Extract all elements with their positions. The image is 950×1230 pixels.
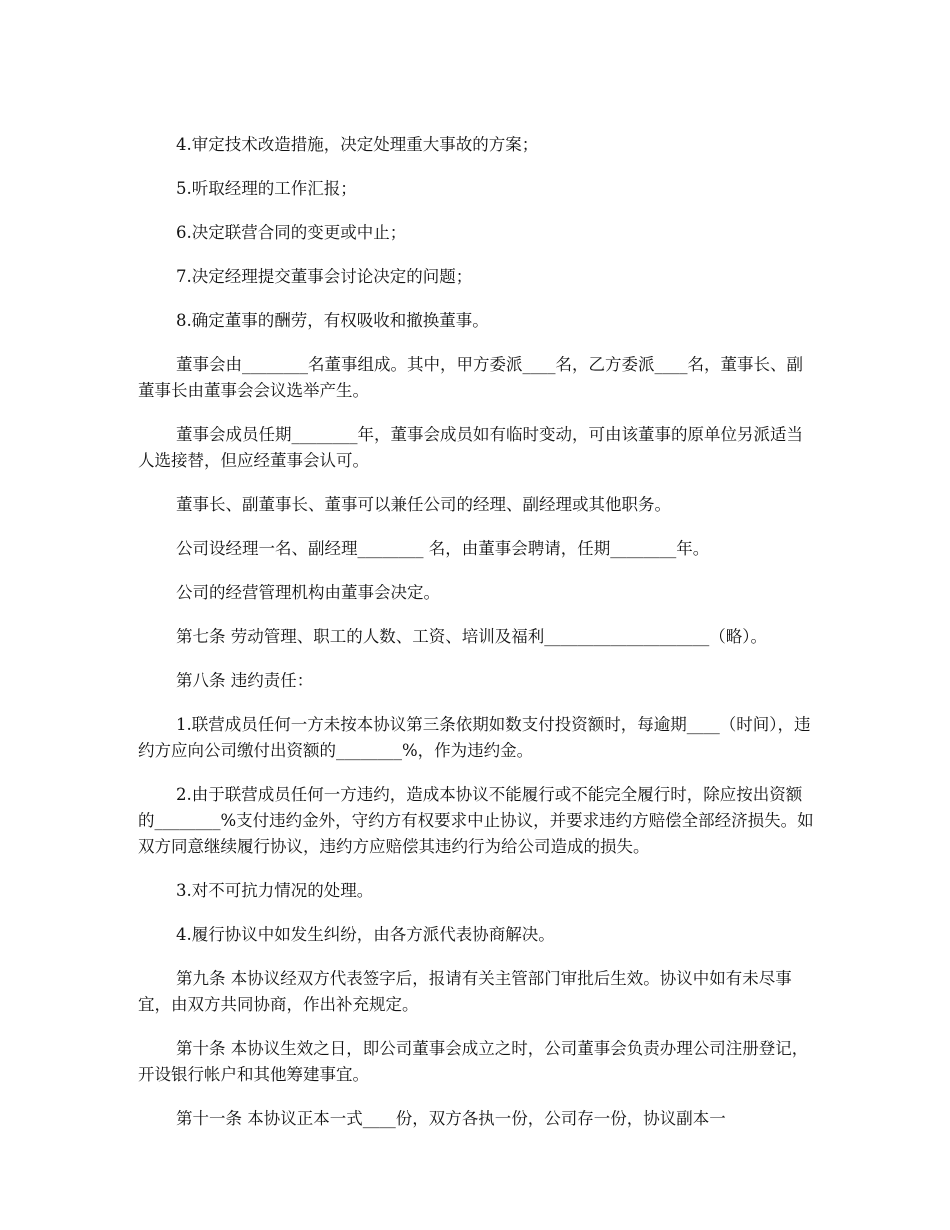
manager-appointment-paragraph: 公司设经理一名、副经理________ 名，由董事会聘请，任期________年。 [176,539,710,558]
breach-item-3: 3.对不可抗力情况的处理。 [176,881,374,900]
article-10-paragraph: 第十条 本协议生效之日，即公司董事会成立之时，公司董事会负责办理公司注册登记，开设银行帐户和其他筹建事宜。 [138,1039,809,1084]
clause-item-8: 8.确定董事的酬劳，有权吸收和撤换董事。 [176,311,489,330]
clause-item-5: 5.听取经理的工作汇报； [176,179,357,198]
breach-item-2: 2.由于联营成员任何一方违约，造成本协议不能履行或不能完全履行时，除应按出资额的________%支付违约金外，守约方有权要求中止协议，并要求违约方赔偿全部经济损失。如双方同意继续履行协议，违约方应赔偿其违约行为给公司造成的损失。 [138,785,814,856]
article-11-paragraph: 第十一条 本协议正本一式____份，双方各执一份，公司存一份，协议副本一 [176,1109,726,1128]
document-page [138,132,814,1150]
management-structure-paragraph: 公司的经营管理机构由董事会决定。 [176,583,440,602]
concurrent-posts-paragraph: 董事长、副董事长、董事可以兼任公司的经理、副经理或其他职务。 [176,495,671,514]
article-9-paragraph: 第九条 本协议经双方代表签字后，报请有关主管部门审批后生效。协议中如有未尽事宜，由双方共同协商，作出补充规定。 [138,969,792,1014]
clause-item-7: 7.决定经理提交董事会讨论决定的问题； [176,267,473,286]
breach-item-4: 4.履行协议中如发生纠纷，由各方派代表协商解决。 [176,925,555,944]
board-term-paragraph: 董事会成员任期________年，董事会成员如有临时变动，可由该董事的原单位另派适当人选接替，但应经董事会认可。 [138,425,803,470]
clause-item-6: 6.决定联营合同的变更或中止； [176,223,407,242]
breach-item-1: 1.联营成员任何一方未按本协议第三条依期如数支付投资额时，每逾期____（时间），违约方应向公司缴付出资额的________%，作为违约金。 [138,715,811,760]
board-composition-paragraph: 董事会由________名董事组成。其中，甲方委派____名，乙方委派____名，董事长、副董事长由董事会会议选举产生。 [138,355,803,400]
clause-item-4: 4.审定技术改造措施，决定处理重大事故的方案； [176,135,539,154]
article-7-paragraph: 第七条 劳动管理、职工的人数、工资、培训及福利____________________（略）。 [176,627,767,646]
article-8-heading: 第八条 违约责任： [176,671,314,690]
